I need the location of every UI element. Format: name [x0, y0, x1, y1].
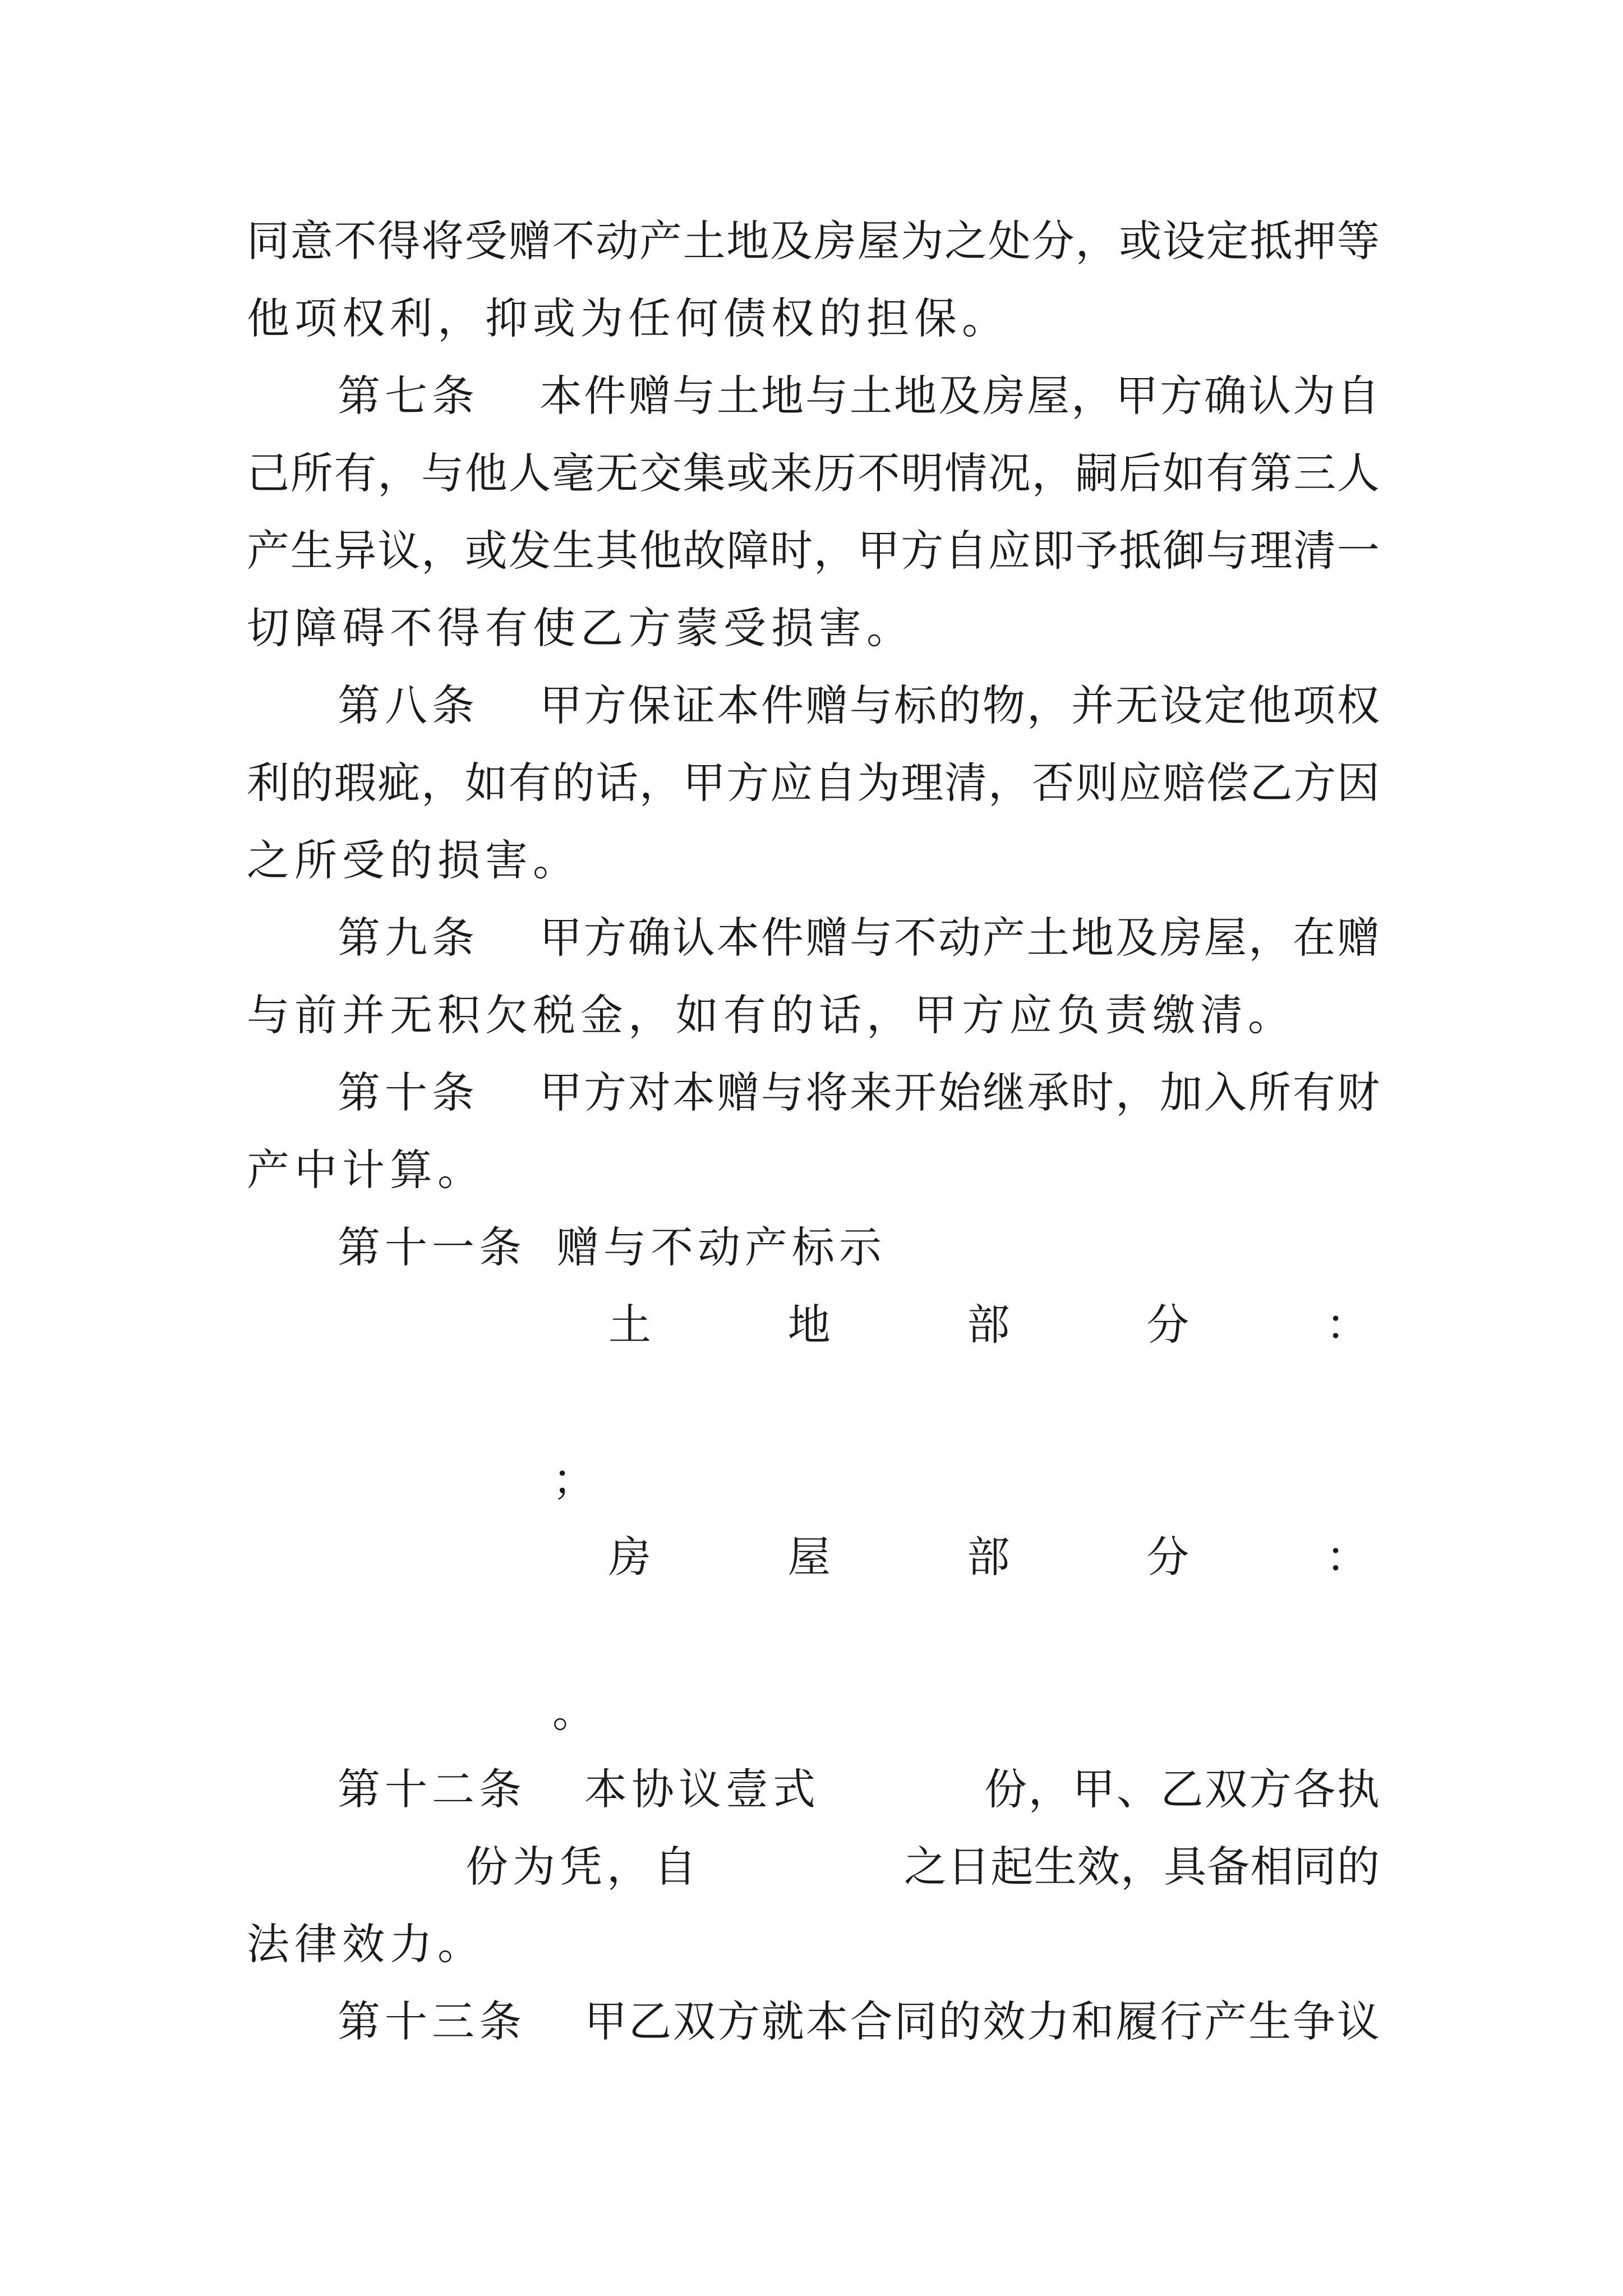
- article-12-line: 法律效力。: [247, 1919, 485, 1969]
- land-section-end: ；: [552, 1455, 595, 1504]
- article-13-line: 甲乙双方就本合同的效力和履行产生争议: [584, 1996, 1380, 2046]
- land-char: 部: [967, 1300, 1010, 1350]
- article-11-title: 第十一条: [338, 1222, 526, 1272]
- article-9-title: 第九条: [338, 913, 479, 963]
- article-12-line: 之日起生效，具备相同的: [904, 1842, 1380, 1892]
- article-8-title: 第八条: [338, 680, 479, 730]
- article-7-title: 第七条: [338, 371, 479, 421]
- article-12-line: 本协议壹式: [584, 1764, 820, 1814]
- article-8-line: 甲方保证本件赠与标的物，并无设定他项权: [540, 680, 1380, 730]
- land-char: 土: [608, 1300, 651, 1350]
- article-8-line: 之所受的损害。: [247, 835, 580, 885]
- article-7-line: 本件赠与土地与土地及房屋，甲方确认为自: [540, 371, 1380, 421]
- text-line: 他项权利，抑或为任何债权的担保。: [247, 293, 1009, 343]
- article-10-title: 第十条: [338, 1068, 479, 1117]
- land-char: ：: [1326, 1300, 1368, 1350]
- article-9-line: 甲方确认本件赠与不动产土地及房屋，在赠: [540, 913, 1380, 963]
- article-7-line: 产生异议，或发生其他故障时，甲方自应即予抵御与理清一: [247, 526, 1380, 576]
- house-char: 屋: [787, 1532, 831, 1582]
- article-12-line: 份为凭，自: [465, 1842, 701, 1892]
- article-10-line: 产中计算。: [247, 1145, 485, 1195]
- land-section-label: [608, 1300, 1368, 1350]
- house-section-end: 。: [552, 1687, 595, 1737]
- article-12-title: 第十二条: [338, 1764, 526, 1814]
- article-12-line: 份，甲、乙双方各执: [984, 1764, 1380, 1814]
- house-char: 分: [1146, 1532, 1189, 1582]
- house-section-label: [608, 1532, 1368, 1582]
- article-7-line: 切障碍不得有使乙方蒙受损害。: [247, 603, 914, 653]
- article-9-line: 与前并无积欠税金，如有的话，甲方应负责缴清。: [247, 990, 1295, 1040]
- article-8-line: 利的瑕疵，如有的话，甲方应自为理清，否则应赔偿乙方因: [247, 758, 1380, 808]
- article-11-line: 赠与不动产标示: [556, 1222, 886, 1272]
- text-line: 同意不得将受赠不动产土地及房屋为之处分，或设定抵押等: [247, 216, 1380, 266]
- house-char: ：: [1326, 1532, 1368, 1582]
- article-10-line: 甲方对本赠与将来开始继承时，加入所有财: [540, 1068, 1380, 1117]
- land-char: 地: [787, 1300, 831, 1350]
- house-char: 部: [967, 1532, 1010, 1582]
- house-char: 房: [608, 1532, 651, 1582]
- article-13-title: 第十三条: [338, 1996, 526, 2046]
- land-char: 分: [1146, 1300, 1189, 1350]
- article-7-line: 己所有，与他人毫无交集或来历不明情况，嗣后如有第三人: [247, 448, 1380, 498]
